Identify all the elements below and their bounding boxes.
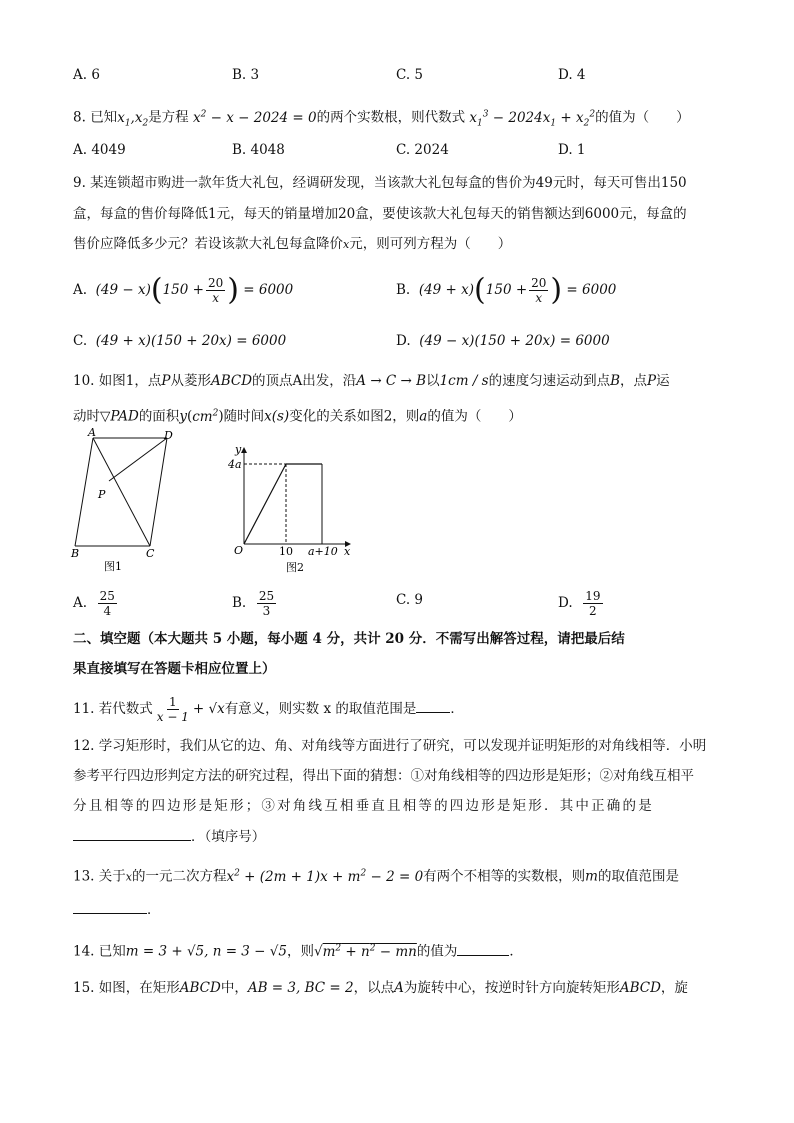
side-ab [75, 438, 93, 546]
q7-option-c: C. 5 [396, 67, 424, 83]
label-d: D [164, 429, 173, 442]
graph-rising-segment [244, 464, 286, 544]
q10-option-d: D. $\frac{19}{2}$ [558, 589, 601, 618]
q9-option-c: C. (49 + x)(150 + 20x) = 6000 [73, 333, 287, 349]
section-2-heading-line-1: 二、填空题（本大题共 5 小题，每小题 4 分，共计 20 分．不需写出解答过程，请把最后结 [73, 631, 625, 647]
segment-pd [109, 438, 167, 481]
q10-line-1: 10. 如图1，点P从菱形ABCD的顶点A出发，沿A → C → B以1cm / s的速度匀速运动到点B，点P运 [73, 373, 670, 389]
section-2-heading-line-2: 果直接填写在答题卡相应位置上） [73, 661, 276, 677]
label-a-plus-10: a+10 [308, 545, 338, 558]
q8-stem: 8. 已知$x_1,x_2$是方程 $x^2 - x - 2024 = 0$的两个实数根，则代数式 $x_1^3 - 2024x_1 + x_2^2$的值为（ ） [73, 109, 690, 129]
label-b: B [71, 547, 80, 560]
label-4a: 4a [228, 458, 242, 471]
figure-1-rhombus [66, 426, 196, 576]
label-p: P [98, 488, 106, 501]
label-origin: O [234, 544, 244, 557]
q9-option-b: B. (49 + x)(150 + $\frac{20}{x}$ ) = 6000 [396, 272, 617, 308]
q12-line-3: 分且相等的四边形是矩形；③对角线互相垂直且相等的四边形是矩形．其中正确的是 [73, 798, 654, 814]
q10-option-a: A. $\frac{25}{4}$ [73, 589, 115, 618]
label-x: x [344, 545, 351, 558]
side-cd [150, 438, 167, 546]
q14-stem: 14. 已知m = 3 + √5, n = 3 − √5，则$√m^2 + n^2$ − mn的值为 ． [73, 937, 523, 963]
label-c: C [146, 547, 155, 560]
q8-option-a: A. 4049 [73, 142, 126, 158]
q13-answer-line: ． [73, 899, 161, 921]
q9-line-2: 盒，每盒的售价每降低1元，每天的销量增加20盒，要使该款大礼包每天的销售额达到6000元，每盒的 [73, 206, 687, 222]
figure-2-graph [226, 440, 366, 578]
figure-2-caption: 图2 [286, 561, 304, 574]
q12-line-2: 参考平行四边形判定方法的研究过程，得出下面的猜想：①对角线相等的四边形是矩形；②对角线互相平 [73, 768, 694, 784]
q9-line-3: 售价应降低多少元？若设该款大礼包每盒降价x元，则可列方程为（ ） [73, 236, 512, 252]
q11-stem: 11. 若代数式 $\frac{1}{x - 1}$ + √x有意义，则实数 x 的取值范围是 ． [73, 695, 464, 724]
q7-option-d: D. 4 [558, 67, 586, 83]
q9-option-d: D. (49 − x)(150 + 20x) = 6000 [396, 333, 610, 349]
q13-stem: 13. 关于x的一元二次方程$x^2 + (2m + 1)x + m^2 - 2 = 0$有两个不相等的实数根，则m的取值范围是 [73, 868, 679, 885]
label-10: 10 [279, 545, 293, 558]
q15-stem: 15. 如图，在矩形ABCD中，AB = 3, BC = 2，以点A为旋转中心，按逆时针方向旋转矩形ABCD，旋 [73, 980, 688, 996]
q9-line-1: 9. 某连锁超市购进一款年货大礼包，经调研发现，当该款大礼包每盒的售价为49元时，每天可售出150 [73, 175, 687, 191]
label-a: A [88, 426, 96, 439]
label-y: y [235, 443, 242, 456]
q12-line-1: 12. 学习矩形时，我们从它的边、角、对角线等方面进行了研究，可以发现并证明矩形的对角线相等．小明 [73, 738, 707, 754]
q10-option-c: C. 9 [396, 592, 424, 608]
q12-answer-blank[interactable] [73, 826, 191, 841]
q13-answer-blank[interactable] [73, 899, 147, 914]
q7-option-a: A. 6 [73, 67, 100, 83]
q10-line-2: 动时▽PAD的面积$y(cm^2)$随时间x(s)变化的关系如图2，则a的值为（ ） [73, 408, 522, 425]
q8-option-b: B. 4048 [232, 142, 285, 158]
q12-line-4: ．（填序号） [73, 826, 265, 848]
q9-option-a: A. (49 − x)(150 + $\frac{20}{x}$ ) = 6000 [73, 272, 294, 308]
q14-answer-blank[interactable] [457, 941, 509, 956]
figure-1-caption: 图1 [104, 560, 122, 573]
q8-option-c: C. 2024 [396, 142, 449, 158]
q8-option-d: D. 1 [558, 142, 586, 158]
q7-option-b: B. 3 [232, 67, 260, 83]
q10-option-b: B. $\frac{25}{3}$ [232, 589, 275, 618]
